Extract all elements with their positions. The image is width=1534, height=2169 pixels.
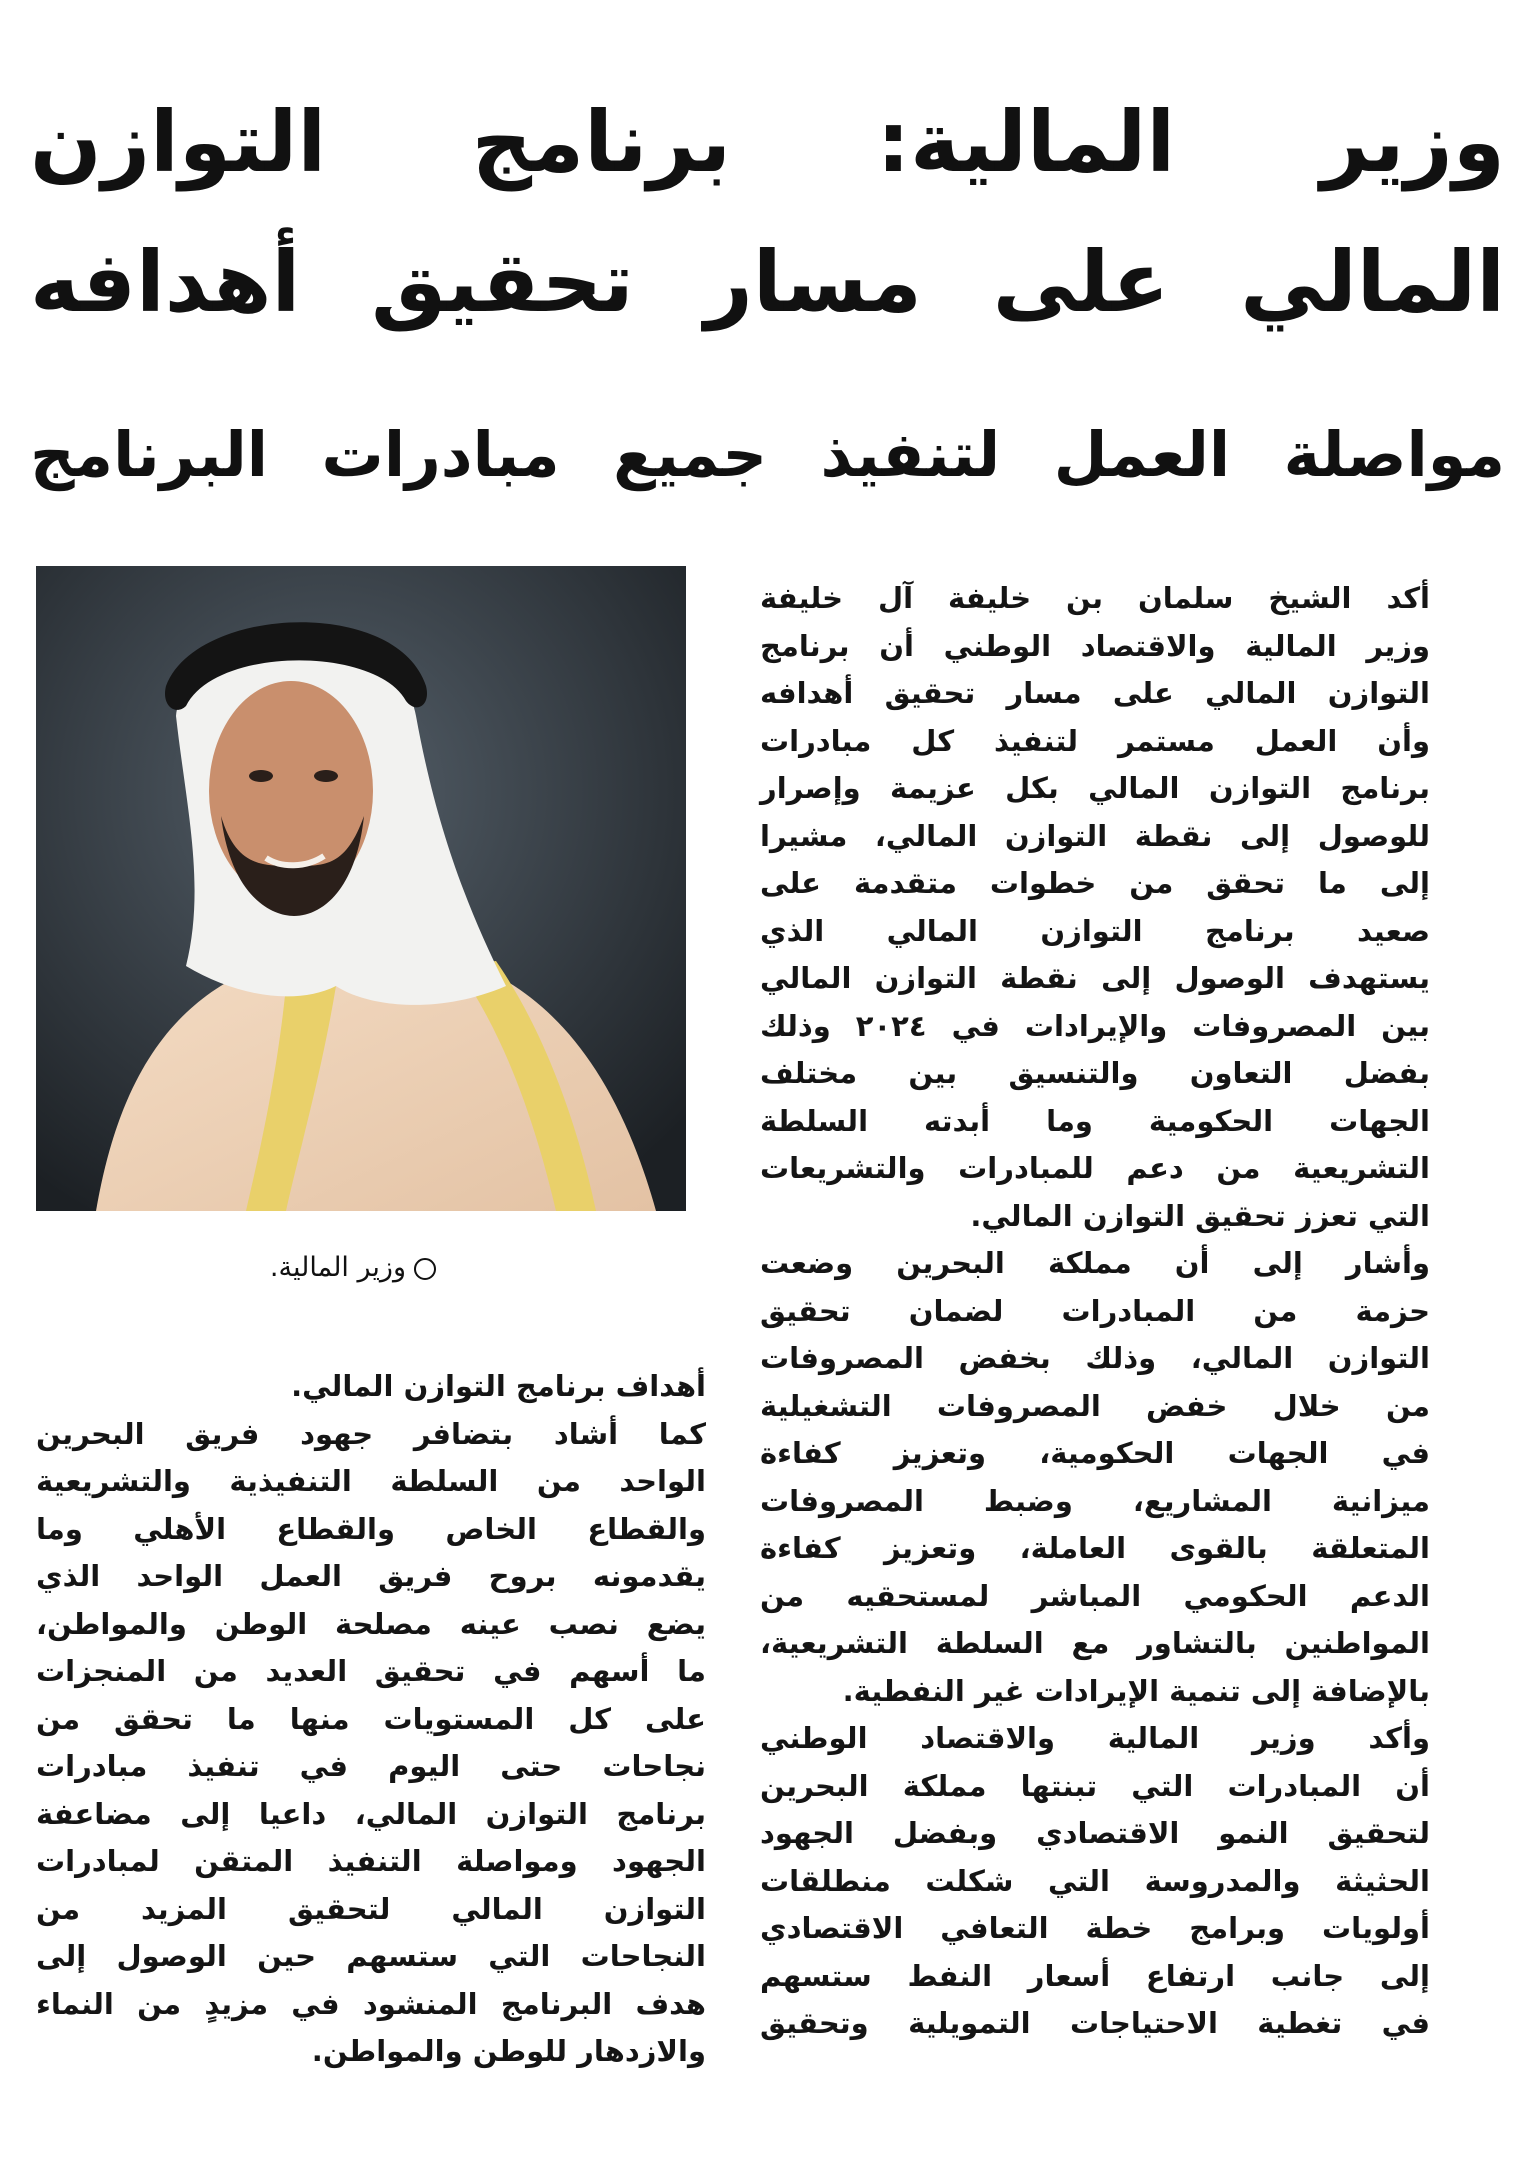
caption-bullet-icon [414, 1258, 436, 1280]
body-line: وأن العمل مستمر لتنفيذ كل مبادرات [760, 723, 1430, 758]
body-line: المتعلقة بالقوى العاملة، وتعزيز كفاءة [760, 1531, 1430, 1565]
body-line: وزير المالية والاقتصاد الوطني أن برنامج [760, 628, 1430, 663]
body-line: بفضل التعاون والتنسيق بين مختلف [760, 1056, 1430, 1090]
body-line: وأشار إلى أن مملكة البحرين وضعت [760, 1246, 1430, 1280]
body-line: النجاحات التي ستسهم حين الوصول إلى [36, 1939, 706, 1973]
minister-portrait-photo [36, 566, 686, 1211]
body-line: أكد الشيخ سلمان بن خليفة آل خليفة [760, 581, 1430, 615]
body-line: التوازن المالي لتحقيق المزيد من [36, 1891, 706, 1926]
body-line: وأكد وزير المالية والاقتصاد الوطني [760, 1721, 1430, 1755]
body-line: إلى جانب ارتفاع أسعار النفط ستسهم [760, 1958, 1430, 1993]
article-column-left [36, 1363, 706, 2076]
body-line: الجهود ومواصلة التنفيذ المتقن لمبادرات [36, 1844, 706, 1878]
body-line: ميزانية المشاريع، وضبط المصروفات [760, 1483, 1430, 1518]
body-line: المواطنين بالتشاور مع السلطة التشريعية، [760, 1626, 1430, 1660]
body-line: في الجهات الحكومية، وتعزيز كفاءة [760, 1436, 1430, 1470]
body-line: التوازن المالي، وذلك بخفض المصروفات [760, 1341, 1430, 1375]
body-line: ما أسهم في تحقيق العديد من المنجزات [36, 1654, 706, 1688]
body-line: والقطاع الخاص والقطاع الأهلي وما [36, 1511, 706, 1546]
subheadline-text: مواصلة العمل لتنفيذ جميع مبادرات البرنامج [30, 418, 1505, 491]
headline-line-2: المالي على مسار تحقيق أهدافه [30, 233, 1505, 331]
body-line: برنامج التوازن المالي، داعيا إلى مضاعفة [36, 1796, 706, 1831]
headline-line-1: وزير المالية: برنامج التوازن [30, 93, 1505, 191]
body-line: لتحقيق النمو الاقتصادي وبفضل الجهود [760, 1816, 1430, 1850]
body-line: بالإضافة إلى تنمية الإيرادات غير النفطية. [842, 1673, 1430, 1708]
body-line: يضع نصب عينه مصلحة الوطن والمواطن، [36, 1606, 706, 1641]
body-line: التوازن المالي على مسار تحقيق أهدافه [760, 676, 1430, 710]
body-line: نجاحات حتى اليوم في تنفيذ مبادرات [36, 1749, 706, 1783]
photo-caption [36, 1248, 436, 1288]
portrait-illustration [36, 566, 686, 1211]
body-line: من خلال خفض المصروفات التشغيلية [760, 1388, 1430, 1423]
body-line: الجهات الحكومية وما أبدته السلطة [760, 1103, 1430, 1138]
body-line: أولويات وبرامج خطة التعافي الاقتصادي [760, 1911, 1430, 1945]
body-line: حزمة من المبادرات لضمان تحقيق [760, 1293, 1430, 1328]
body-line: صعيد برنامج التوازن المالي الذي [760, 913, 1430, 948]
article-column-right [760, 575, 1430, 2048]
article-headline [30, 72, 1505, 352]
body-line: الدعم الحكومي المباشر لمستحقيه من [760, 1578, 1430, 1613]
body-line: يقدمونه بروح فريق العمل الواحد الذي [36, 1559, 706, 1593]
body-line: برنامج التوازن المالي بكل عزيمة وإصرار [760, 771, 1430, 805]
caption-text: وزير المالية. [269, 1252, 406, 1283]
body-line: التي تعزز تحقيق التوازن المالي. [970, 1198, 1430, 1233]
body-line: الحثيثة والمدروسة التي شكلت منطلقات [760, 1863, 1430, 1898]
body-line: في تغطية الاحتياجات التمويلية وتحقيق [760, 2006, 1430, 2040]
body-line: على كل المستويات منها ما تحقق من [36, 1701, 706, 1736]
body-line: هدف البرنامج المنشود في مزيدٍ من النماء [36, 1986, 706, 2021]
body-line: بين المصروفات والإيرادات في ٢٠٢٤ وذلك [760, 1008, 1430, 1043]
body-line: كما أشاد بتضافر جهود فريق البحرين [36, 1416, 706, 1451]
body-line: إلى ما تحقق من خطوات متقدمة على [760, 866, 1430, 900]
body-line: والازدهار للوطن والمواطن. [311, 2034, 706, 2068]
body-line: أهداف برنامج التوازن المالي. [291, 1369, 706, 1403]
body-line: التشريعية من دعم للمبادرات والتشريعات [760, 1151, 1430, 1185]
body-line: للوصول إلى نقطة التوازن المالي، مشيرا [760, 818, 1430, 853]
body-line: الواحد من السلطة التنفيذية والتشريعية [36, 1464, 706, 1498]
body-line: أن المبادرات التي تبنتها مملكة البحرين [760, 1768, 1430, 1803]
article-subheadline [30, 405, 1505, 505]
body-line: يستهدف الوصول إلى نقطة التوازن المالي [760, 961, 1430, 995]
